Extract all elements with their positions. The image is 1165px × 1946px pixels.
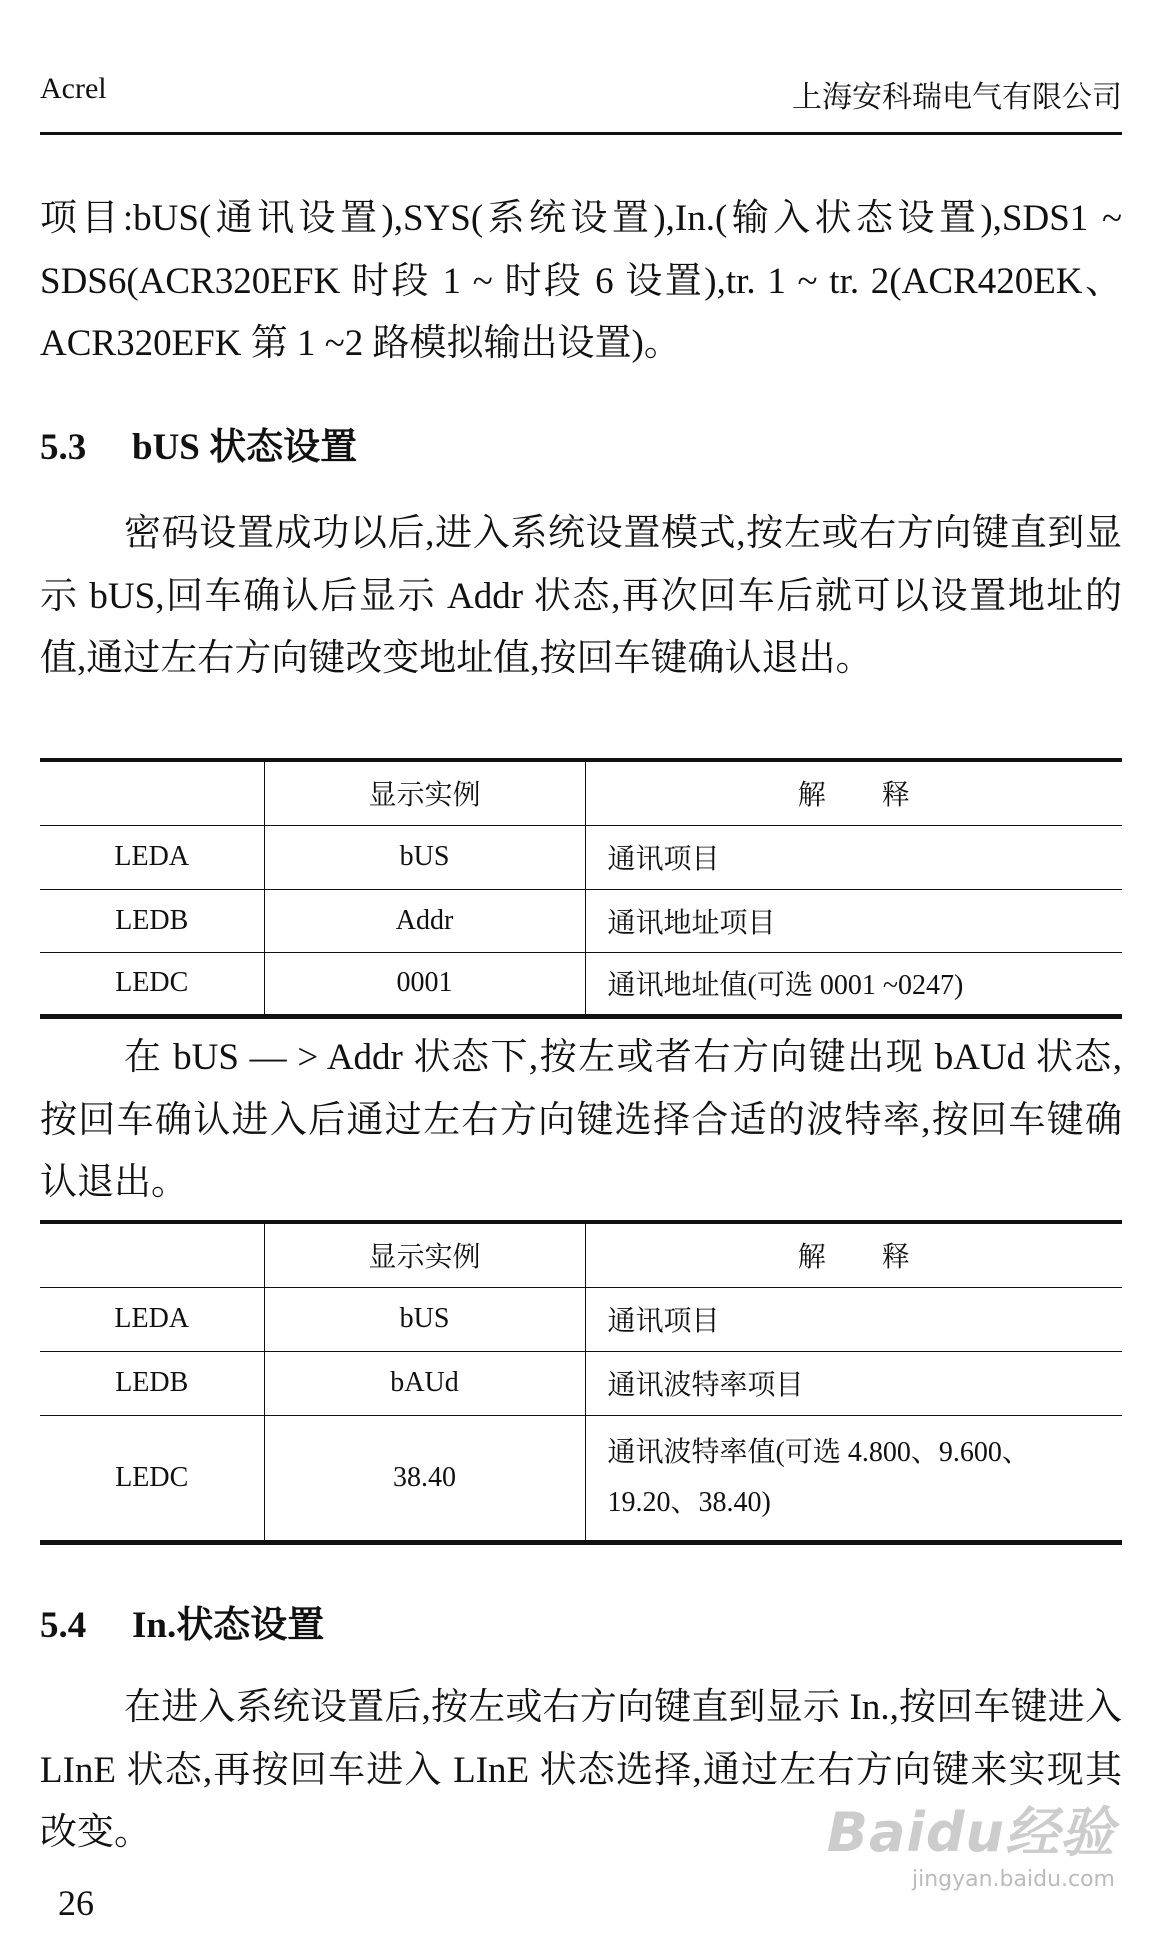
paragraph-baud: 在 bUS — > Addr 状态下,按左或者右方向键出现 bAUd 状态,按回车确认进入后通过左右方向键选择合适的波特率,按回车键确认退出。 xyxy=(40,1037,1122,1203)
cell-display: bUS xyxy=(264,825,585,889)
table-row xyxy=(40,952,1122,1016)
cell-explanation: 通讯地址值(可选 0001 ~0247) xyxy=(585,952,1122,1016)
cell-explanation: 通讯波特率值(可选 4.800、9.600、19.20、38.40) xyxy=(585,1415,1122,1542)
cell-led: LEDA xyxy=(40,1287,264,1351)
section-heading-5-4 xyxy=(40,1594,324,1648)
watermark-url: jingyan.baidu.com xyxy=(911,1867,1115,1892)
section-title: In.状态设置 xyxy=(132,1605,325,1646)
section-title: bUS 状态设置 xyxy=(132,427,358,468)
header-rule xyxy=(40,132,1122,135)
section-heading-5-3 xyxy=(40,416,357,470)
header-cell xyxy=(40,760,264,825)
header-cell: 解 释 xyxy=(585,1222,1122,1287)
cell-led: LEDC xyxy=(40,952,264,1016)
header-cell: 解 释 xyxy=(585,760,1122,825)
table-address xyxy=(40,758,1122,1019)
cell-explanation: 通讯项目 xyxy=(585,825,1122,889)
table-row xyxy=(40,889,1122,952)
table-row xyxy=(40,1287,1122,1351)
watermark-logo: Baidu经验 xyxy=(826,1801,1115,1864)
paragraph-input: 在进入系统设置后,按左或右方向键直到显示 In.,按回车键进入 LInE 状态,再按回车进入 LInE 状态选择,通过左右方向键来实现其改变。 xyxy=(40,1687,1122,1853)
cell-display: Addr xyxy=(264,889,585,952)
section-number: 5.4 xyxy=(40,1605,87,1646)
header-cell: 显示实例 xyxy=(264,1222,585,1287)
cell-explanation: 通讯地址项目 xyxy=(585,889,1122,952)
table-header-row xyxy=(40,760,1122,825)
table-row xyxy=(40,825,1122,889)
section-number: 5.3 xyxy=(40,427,87,468)
table-row xyxy=(40,1351,1122,1415)
cell-led: LEDA xyxy=(40,825,264,889)
cell-explanation: 通讯波特率项目 xyxy=(585,1351,1122,1415)
header-brand: Acrel xyxy=(40,72,107,105)
table-baud xyxy=(40,1220,1122,1545)
cell-explanation: 通讯项目 xyxy=(585,1287,1122,1351)
baidu-watermark xyxy=(827,1790,1115,1892)
table-row xyxy=(40,1415,1122,1542)
cell-display: 38.40 xyxy=(264,1415,585,1542)
intro-paragraph: 项目:bUS(通讯设置),SYS(系统设置),In.(输入状态设置),SDS1 ~ SDS6(ACR320EFK 时段 1 ~ 时段 6 设置),tr. 1 ~ tr. 2(ACR420EK、ACR320EFK 第 1 ~2 路模拟输出设置)。 xyxy=(40,198,1122,364)
page-number: 26 xyxy=(58,1883,94,1923)
table-header-row xyxy=(40,1222,1122,1287)
header-cell xyxy=(40,1222,264,1287)
cell-led: LEDC xyxy=(40,1415,264,1542)
cell-display: 0001 xyxy=(264,952,585,1016)
header-company: 上海安科瑞电气有限公司 xyxy=(792,81,1122,114)
paragraph-bus: 密码设置成功以后,进入系统设置模式,按左或右方向键直到显示 bUS,回车确认后显示 Addr 状态,再次回车后就可以设置地址的值,通过左右方向键改变地址值,按回车键确认退出。 xyxy=(40,513,1122,679)
cell-led: LEDB xyxy=(40,1351,264,1415)
cell-led: LEDB xyxy=(40,889,264,952)
header-cell: 显示实例 xyxy=(264,760,585,825)
cell-display: bAUd xyxy=(264,1351,585,1415)
cell-display: bUS xyxy=(264,1287,585,1351)
